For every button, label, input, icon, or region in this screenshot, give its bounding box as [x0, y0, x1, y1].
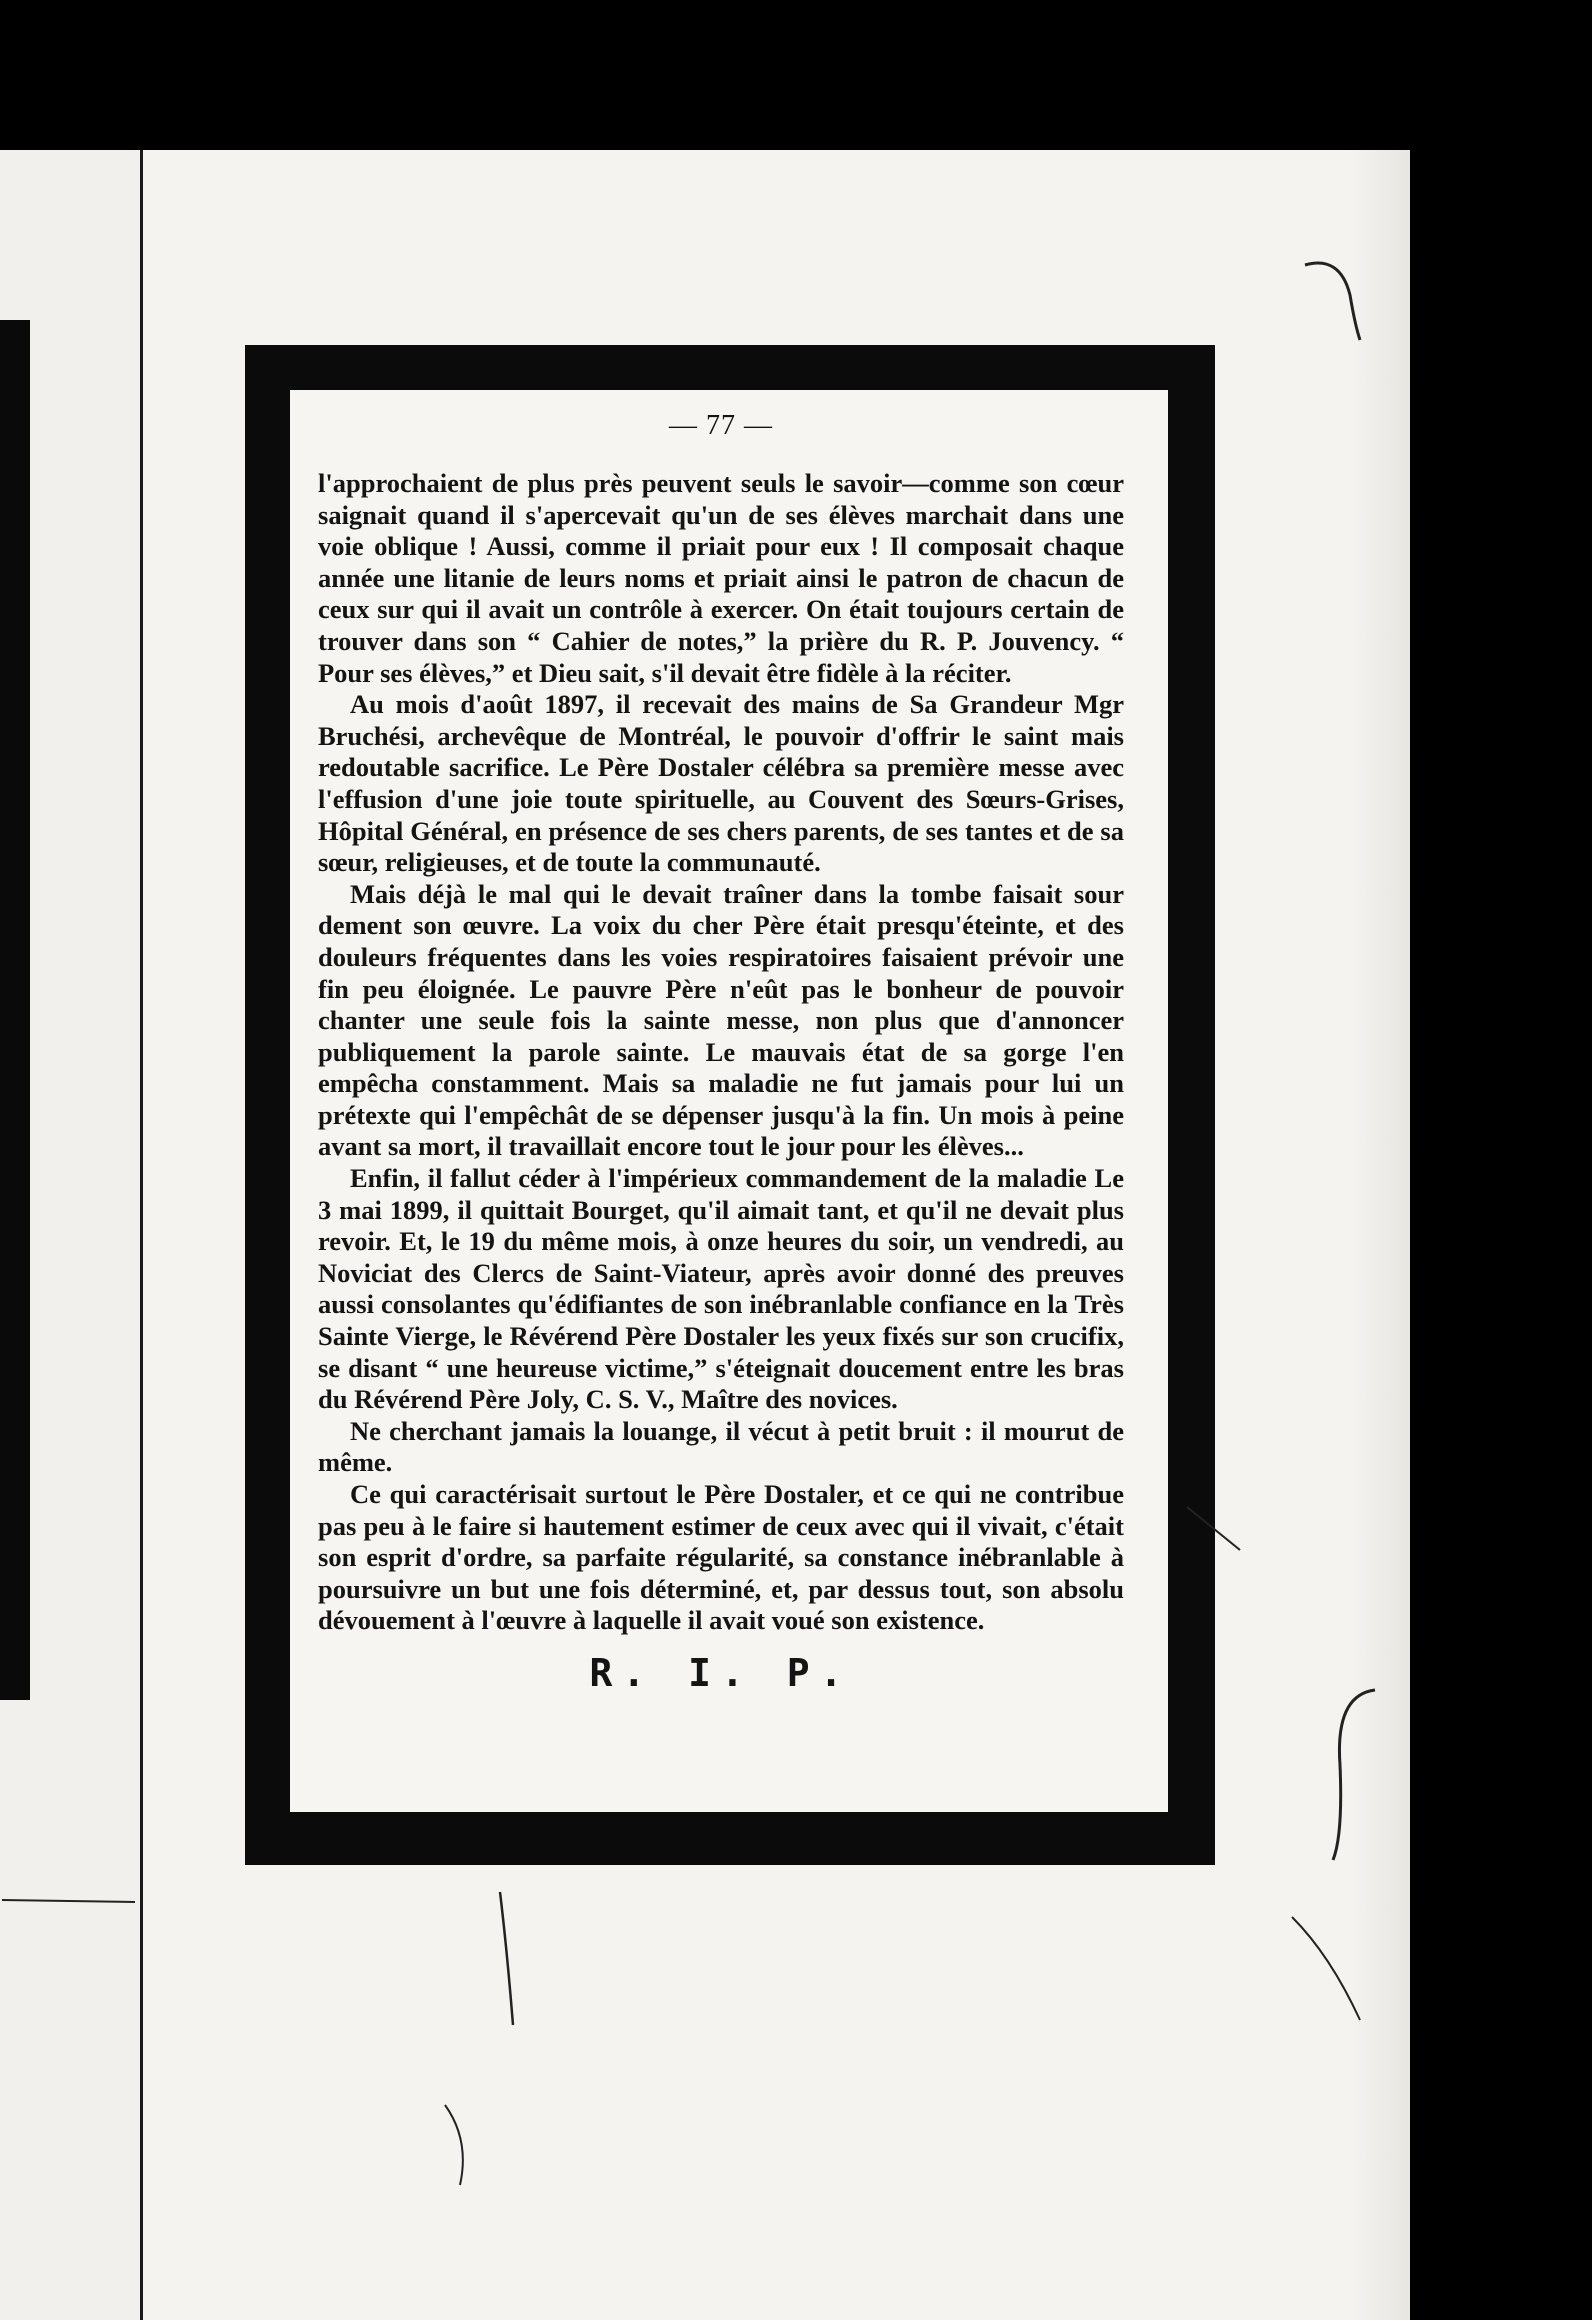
left-dash-mark	[0, 1890, 140, 1910]
document-body	[318, 410, 1124, 1800]
margin-curve-mark	[1300, 255, 1380, 345]
paragraph-3: Mais déjà le mal qui le devait traîner dans la tombe faisait sour dement son œuvre. La voix du cher Père était presqu'éteinte, et des douleurs fréquentes dans les voies respiratoires faisaient prévoir une fin peu éloignée. Le pauvre Père n'eût pas le bonheur de pouvoir chanter une seule fois la sainte messe, non plus que d'annoncer publiquement la parole sainte. Le mauvais état de sa gorge l'en empêcha constamment. Mais sa maladie ne fut jamais pour lui un prétexte qui l'empêchât de se dépenser jusqu'à la fin. Un mois à peine avant sa mort, il travaillait encore tout le jour pour les élèves...	[318, 878, 1124, 1162]
scan-right-margin	[1410, 150, 1592, 2320]
margin-line-mark	[1185, 1505, 1245, 1555]
margin-diagonal-mark	[1290, 1915, 1370, 2025]
paragraph-4: Enfin, il fallut céder à l'impérieux commandement de la maladie Le 3 mai 1899, il quittait Bourget, qu'il aimait tant, et qu'il ne devait plus revoir. Et, le 19 du même mois, à onze heures du soir, un vendredi, au Noviciat des Clercs de Saint-Viateur, après avoir donné des preuves aussi consolantes qu'édifiantes de son inébranlable confiance en la Très Sainte Vierge, le Révérend Père Dostaler les yeux fixés sur son crucifix, se disant “ une heureuse victime,” s'éteignait doucement entre les bras du Révérend Père Joly, C. S. V., Maître des novices.	[318, 1163, 1124, 1415]
paragraph-5: Ne cherchant jamais la louange, il vécut à petit bruit : il mourut de même.	[318, 1415, 1124, 1478]
page-number: — 77 —	[669, 410, 773, 441]
bottom-vertical-mark	[495, 1890, 525, 2030]
paragraph-1: l'approchaient de plus près peuvent seuls le savoir—comme son cœur saignait quand il s'apercevait qu'un de ses élèves marchait dans une voie oblique ! Aussi, comme il priait pour eux ! Il composait chaque année une litanie de leurs noms et priait ainsi le patron de chacun de ceux sur qui il avait un contrôle à exercer. On était toujours certain de trouver dans son “ Cahier de notes,” la prière du R. P. Jouvency. “ Pour ses élèves,” et Dieu sait, s'il devait être fidèle à la réciter.	[318, 468, 1124, 688]
scan-top-margin	[0, 0, 1592, 150]
margin-bracket-mark	[1325, 1685, 1385, 1865]
paragraph-6: Ce qui caractérisait surtout le Père Dostaler, et ce qui ne contribue pas peu à le faire si hautement estimer de ceux avec qui il vivait, c'était son esprit d'ordre, sa parfaite régularité, sa constance inébranlable à poursuivre un but une fois déterminé, et, par dessus tout, son absolu dévouement à l'œuvre à laquelle il avait voué son existence.	[318, 1479, 1124, 1636]
adjacent-page-border	[0, 320, 30, 1700]
bottom-curve-mark	[440, 2100, 480, 2190]
closing-rip: R. I. P.	[589, 1650, 853, 1695]
paragraph-2: Au mois d'août 1897, il recevait des mains de Sa Grandeur Mgr Bruchési, archevêque de Montréal, le pouvoir d'offrir le saint mais redoutable sacrifice. Le Père Dostaler célébra sa première messe avec l'effusion d'une joie toute spirituelle, au Couvent des Sœurs-Grises, Hôpital Général, en présence de ses chers parents, de ses tantes et de sa sœur, religieuses, et de toute la communauté.	[318, 689, 1124, 878]
